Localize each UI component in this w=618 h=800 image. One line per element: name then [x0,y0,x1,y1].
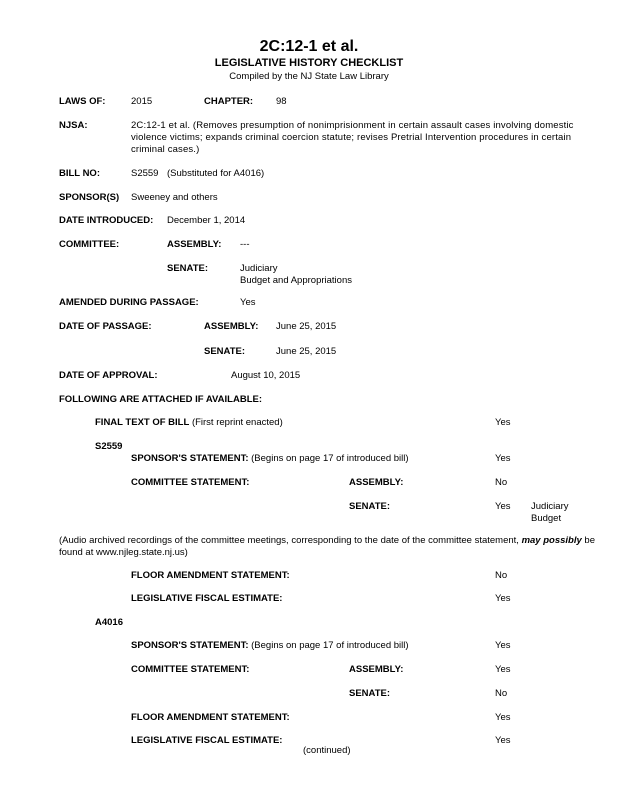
s2559-senate-label: SENATE: [349,501,390,512]
s2559-sponsor-row [131,453,409,465]
s2559-senate-value: Yes [495,501,511,512]
committee-senate-label: SENATE: [167,263,208,274]
s2559-assembly-value: No [495,477,508,488]
sponsors-label: SPONSOR(S) [59,192,120,203]
passage-senate-value: June 25, 2015 [276,346,337,357]
s2559-sponsor-label: SPONSOR'S STATEMENT: [131,453,249,464]
passage-senate-label: SENATE: [204,346,245,357]
s2559-assembly-label: ASSEMBLY: [349,477,404,488]
final-text-value: Yes [495,417,511,428]
chapter-value: 98 [276,96,287,107]
attached-heading: FOLLOWING ARE ATTACHED IF AVAILABLE: [59,394,262,405]
a4016-assembly-value: Yes [495,664,511,675]
passage-assembly-value: June 25, 2015 [276,321,337,332]
s2559-senate-committee-2: Budget [531,513,562,524]
final-text-note: (First reprint enacted) [191,417,283,428]
s2559-committee-label: COMMITTEE STATEMENT: [131,477,250,488]
audio-note-text-after: be found at www.njleg.state.nj.us) [59,535,595,558]
s2559-senate-committee-1: Judiciary [531,501,569,512]
s2559-floor-label: FLOOR AMENDMENT STATEMENT: [131,570,290,581]
final-text-row [95,417,283,429]
a4016-sponsor-label: SPONSOR'S STATEMENT: [131,640,249,651]
a4016-senate-label: SENATE: [349,688,390,699]
date-introduced-value: December 1, 2014 [167,215,246,226]
laws-of-value: 2015 [131,96,153,107]
date-introduced-label: DATE INTRODUCED: [59,215,154,226]
committee-label: COMMITTEE: [59,239,120,250]
s2559-floor-value: No [495,570,508,581]
chapter-label: CHAPTER: [204,96,254,107]
compiled-by: Compiled by the NJ State Law Library [229,71,389,82]
s2559-sponsor-note: (Begins on page 17 of introduced bill) [251,453,409,464]
amended-value: Yes [240,297,256,308]
a4016-floor-value: Yes [495,712,511,723]
date-of-approval-value: August 10, 2015 [231,370,301,381]
committee-senate-value-1: Judiciary [240,263,278,274]
a4016-sponsor-note: (Begins on page 17 of introduced bill) [251,640,409,651]
continued-note: (continued) [303,745,351,756]
bill-no-value: S2559 [131,168,159,179]
sponsors-value: Sweeney and others [131,192,218,203]
a4016-heading: A4016 [95,617,123,628]
committee-assembly-label: ASSEMBLY: [167,239,222,250]
a4016-senate-value: No [495,688,508,699]
laws-of-label: LAWS OF: [59,96,106,107]
a4016-sponsor-value: Yes [495,640,511,651]
audio-note [59,535,604,559]
s2559-fiscal-value: Yes [495,593,511,604]
a4016-assembly-label: ASSEMBLY: [349,664,404,675]
a4016-committee-label: COMMITTEE STATEMENT: [131,664,250,675]
date-of-passage-label: DATE OF PASSAGE: [59,321,152,332]
s2559-fiscal-label: LEGISLATIVE FISCAL ESTIMATE: [131,593,283,604]
amended-label: AMENDED DURING PASSAGE: [59,297,199,308]
final-text-label: FINAL TEXT OF BILL [95,417,190,428]
committee-assembly-value: --- [240,239,250,250]
a4016-fiscal-label: LEGISLATIVE FISCAL ESTIMATE: [131,735,283,746]
bill-no-label: BILL NO: [59,168,100,179]
a4016-floor-label: FLOOR AMENDMENT STATEMENT: [131,712,290,723]
date-of-approval-label: DATE OF APPROVAL: [59,370,158,381]
a4016-fiscal-value: Yes [495,735,511,746]
page-subtitle: LEGISLATIVE HISTORY CHECKLIST [214,57,404,69]
page-title: 2C:12-1 et al. [259,38,359,55]
passage-assembly-label: ASSEMBLY: [204,321,259,332]
bill-no-note: (Substituted for A4016) [167,168,265,179]
njsa-label: NJSA: [59,120,88,131]
audio-note-text-before: (Audio archived recordings of the committee meetings, corresponding to the date of the committee statement, [59,535,519,546]
committee-senate-value-2: Budget and Appropriations [240,275,352,286]
s2559-heading: S2559 [95,441,123,452]
audio-note-emphasis: may possibly [521,535,582,546]
a4016-sponsor-row [131,640,409,652]
s2559-sponsor-value: Yes [495,453,511,464]
njsa-value: 2C:12-1 et al. (Removes presumption of nonimprisionment in certain assault cases involving domestic violence victims; expands criminal coercion statute; revises Pretrial Intervention procedures in certain criminal cases.) [131,120,574,155]
